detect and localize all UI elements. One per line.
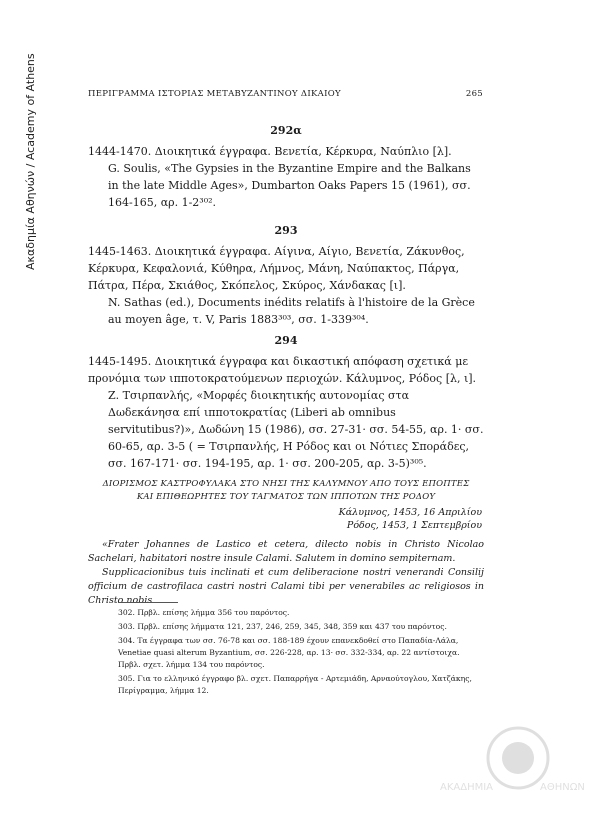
entry-reference: N. Sathas (ed.), Documents inédits relatifs à l'histoire de la Grèce au moyen âge, τ. V, Paris 1883³⁰³, σσ. 1-339³⁰⁴. bbox=[108, 296, 475, 326]
page-number: 265 bbox=[465, 89, 483, 99]
entry-reference: Ζ. Τσιρπανλής, «Μορφές διοικητικής αυτονομίας στα Δωδεκάνησα επί ιπποτοκρατίας (Liberi ab omnibus servitutibus?)», Δωδώνη 15 (1986), σσ. 27-31· σσ. 54-55, αρ. 1· σσ. 60-65, αρ. 3-5 ( = Τσιρπανλής, Η Ρόδος και οι Νότιες Σποράδες, σσ. 167-171· σσ. 194-195, αρ. 1· σσ. 200-205, αρ. 3-5)³⁰⁵. bbox=[108, 389, 484, 470]
running-header bbox=[88, 89, 483, 99]
document-heading-2: ΚΑΙ ΕΠΙΘΕΩΡΗΤΕΣ ΤΟΥ ΤΑΓΜΑΤΟΣ ΤΩΝ ΙΠΠΟΤΩΝ ΤΗΣ ΡΟΔΟΥ bbox=[136, 492, 436, 502]
footnote-302: 302. Πρβλ. επίσης λήμμα 356 του παρόντος. bbox=[118, 608, 290, 617]
footnotes bbox=[118, 607, 484, 699]
document-place-2: Ρόδος, 1453, 1 Σεπτεμβρίου bbox=[346, 520, 482, 531]
footnote-304: 304. Τα έγγραφα των σσ. 76-78 και σσ. 188-189 έχουν επανεκδοθεί στο Παπαδία-Λάλα, Venetiae quasi alterum Byzantium, σσ. 226-228, αρ. 13· σσ. 332-334, αρ. 22 αντίστοιχα. Πρβλ. σχετ. λήμμα 134 του παρόντος. bbox=[118, 636, 460, 669]
entry-number: 294 bbox=[274, 334, 298, 347]
document-heading-1: ΔΙΟΡΙΣΜΟΣ ΚΑΣΤΡΟΦΥΛΑΚΑ ΣΤΟ ΝΗΣΙ ΤΗΣ ΚΑΛΥΜΝΟΥ ΑΠΟ ΤΟΥΣ ΕΠΟΠΤΕΣ bbox=[102, 479, 470, 489]
entry-294 bbox=[88, 332, 484, 472]
footnote-303: 303. Πρβλ. επίσης λήμματα 121, 237, 246, 259, 345, 348, 359 και 437 του παρόντος. bbox=[118, 622, 447, 631]
entry-number: 293 bbox=[274, 224, 298, 237]
entry-number: 292α bbox=[270, 124, 302, 137]
entry-292a bbox=[88, 122, 484, 211]
footnote-305: 305. Για το ελληνικό έγγραφο βλ. σχετ. Παπαρρήγα - Αρτεμιάδη, Αρναούτογλου, Χατζάκης, Περίγραμμα, λήμμα 12. bbox=[118, 674, 472, 695]
entry-line: 1445-1463. Διοικητικά έγγραφα. Αίγινα, Αίγιο, Βενετία, Ζάκυνθος, Κέρκυρα, Κεφαλονιά, Κύθηρα, Λήμνος, Μάνη, Ναύπακτος, Πάργα, Πάτρα, Πέρα, Σκιάθος, Σκόπελος, Σκύρος, Χάνδακας [ι]. bbox=[88, 245, 465, 292]
academy-watermark-logo bbox=[440, 720, 590, 810]
latin-text-1: «Frater Johannes de Lastico et cetera, dilecto nobis in Christo Nicolao Sachelari, habitatori nostre insule Calami. Salutem in domino sempiternam. bbox=[88, 539, 484, 564]
academy-sidebar bbox=[24, 40, 40, 270]
entry-reference: G. Soulis, «The Gypsies in the Byzantine Empire and the Balkans in the late Middle Ages», Dumbarton Oaks Papers 15 (1961), σσ. 164-165, αρ. 1-2³⁰². bbox=[108, 162, 471, 209]
latin-text-2: Supplicacionibus tuis inclinati et cum deliberacione nostri venerandi Consilij officium de castrofilaca castri nostri Calami tibi per venerabiles ac religiosos in Christo nobis bbox=[88, 567, 484, 606]
entry-line: 1445-1495. Διοικητικά έγγραφα και δικαστική απόφαση σχετικά με προνόμια των ιπποτοκρατούμενων περιοχών. Κάλυμνος, Ρόδος [λ, ι]. bbox=[88, 355, 477, 385]
entry-line: 1444-1470. Διοικητικά έγγραφα. Βενετία, Κέρκυρα, Ναύπλιο [λ]. bbox=[88, 145, 452, 158]
entry-293 bbox=[88, 222, 484, 328]
header-title: ΠΕΡΙΓΡΑΜΜΑ ΙΣΤΟΡΙΑΣ ΜΕΤΑΒΥΖΑΝΤΙΝΟΥ ΔΙΚΑΙΟΥ bbox=[88, 89, 341, 99]
sidebar-vertical-text: Ακαδημία Αθηνών / Academy of Athens bbox=[24, 53, 37, 270]
watermark-text-right: ΑΘΗΝΩΝ bbox=[540, 782, 585, 793]
watermark-text-left: ΑΚΑΔΗΜΙΑ bbox=[440, 782, 494, 793]
document-place-1: Κάλυμνος, 1453, 16 Απριλίου bbox=[338, 507, 482, 518]
document-section bbox=[88, 478, 484, 608]
footnote-rule bbox=[118, 602, 178, 603]
